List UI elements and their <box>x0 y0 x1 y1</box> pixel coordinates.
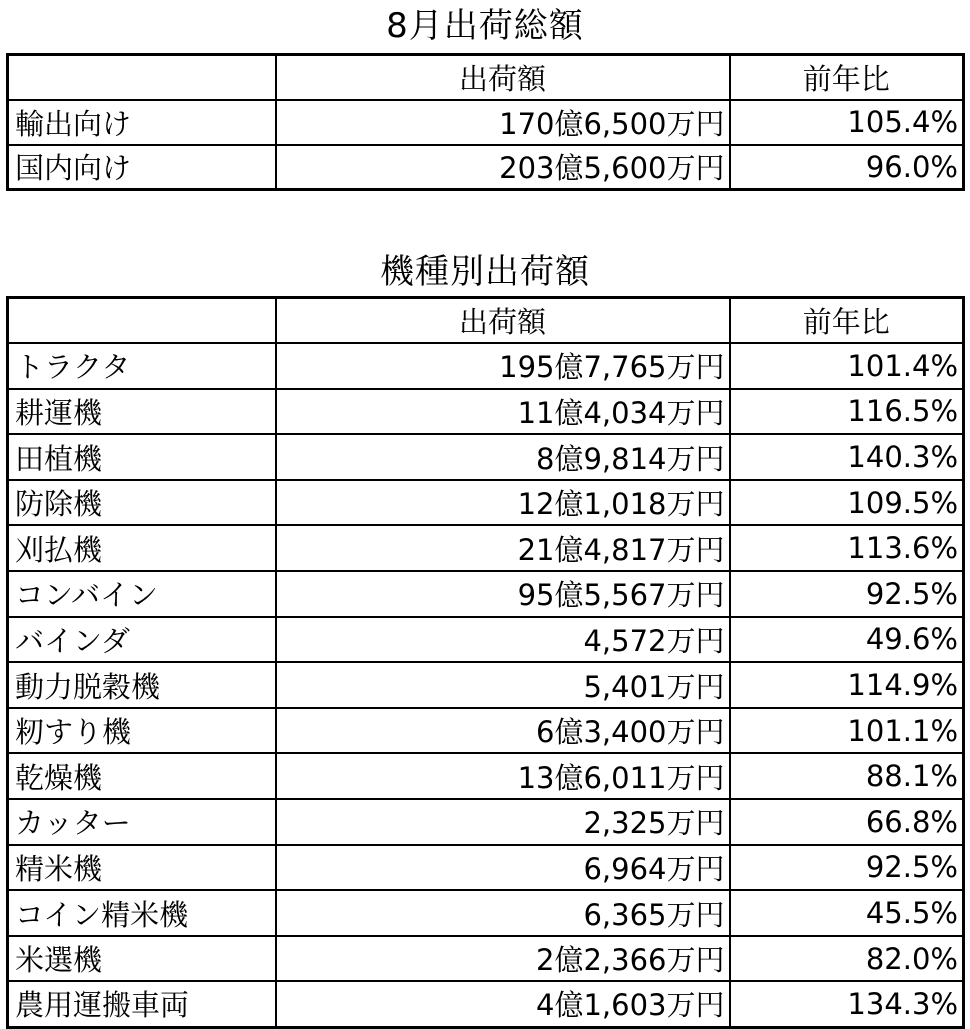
row-amount: 13億6,011万円 <box>276 753 730 799</box>
by-type-title: 機種別出荷額 <box>380 252 590 292</box>
header-blank <box>8 298 276 344</box>
table-row <box>8 981 964 1027</box>
by-type-table <box>6 296 965 1029</box>
table-row <box>8 434 964 480</box>
row-name: 防除機 <box>8 480 276 526</box>
row-name: 国内向け <box>8 145 276 190</box>
table-row <box>8 936 964 982</box>
table-row <box>8 480 964 526</box>
table-row <box>8 100 964 145</box>
header-amount: 出荷額 <box>276 55 730 100</box>
row-ratio: 114.9% <box>730 662 964 708</box>
table-row <box>8 145 964 190</box>
row-amount: 6,365万円 <box>276 890 730 936</box>
row-name: 米選機 <box>8 936 276 982</box>
row-ratio: 109.5% <box>730 480 964 526</box>
row-ratio: 92.5% <box>730 571 964 617</box>
row-name: 農用運搬車両 <box>8 981 276 1027</box>
row-amount: 6億3,400万円 <box>276 708 730 754</box>
table-row <box>8 890 964 936</box>
summary-table <box>6 53 965 191</box>
row-name: 耕運機 <box>8 389 276 435</box>
row-ratio: 88.1% <box>730 753 964 799</box>
summary-title: 8月出荷総額 <box>386 6 584 46</box>
row-ratio: 96.0% <box>730 145 964 190</box>
header-amount: 出荷額 <box>276 298 730 344</box>
row-name: バインダ <box>8 617 276 663</box>
row-ratio: 134.3% <box>730 981 964 1027</box>
table-row <box>8 708 964 754</box>
row-name: 精米機 <box>8 845 276 891</box>
row-amount: 6,964万円 <box>276 845 730 891</box>
table-row <box>8 525 964 571</box>
row-amount: 21億4,817万円 <box>276 525 730 571</box>
row-ratio: 92.5% <box>730 845 964 891</box>
row-name: コンバイン <box>8 571 276 617</box>
row-name: 輸出向け <box>8 100 276 145</box>
row-ratio: 66.8% <box>730 799 964 845</box>
header-row <box>8 55 964 100</box>
table-row <box>8 389 964 435</box>
row-name: 動力脱穀機 <box>8 662 276 708</box>
row-ratio: 140.3% <box>730 434 964 480</box>
header-blank <box>8 55 276 100</box>
row-name: トラクタ <box>8 343 276 389</box>
table-row <box>8 571 964 617</box>
row-ratio: 45.5% <box>730 890 964 936</box>
row-amount: 203億5,600万円 <box>276 145 730 190</box>
row-amount: 195億7,765万円 <box>276 343 730 389</box>
header-ratio: 前年比 <box>730 55 964 100</box>
row-ratio: 116.5% <box>730 389 964 435</box>
row-amount: 95億5,567万円 <box>276 571 730 617</box>
row-ratio: 49.6% <box>730 617 964 663</box>
row-amount: 170億6,500万円 <box>276 100 730 145</box>
row-amount: 2,325万円 <box>276 799 730 845</box>
table-row <box>8 799 964 845</box>
row-ratio: 113.6% <box>730 525 964 571</box>
row-amount: 4,572万円 <box>276 617 730 663</box>
table-row <box>8 845 964 891</box>
table-row <box>8 343 964 389</box>
row-ratio: 82.0% <box>730 936 964 982</box>
row-ratio: 101.4% <box>730 343 964 389</box>
row-name: 刈払機 <box>8 525 276 571</box>
row-amount: 5,401万円 <box>276 662 730 708</box>
table-row <box>8 753 964 799</box>
row-name: 籾すり機 <box>8 708 276 754</box>
row-amount: 4億1,603万円 <box>276 981 730 1027</box>
row-name: カッター <box>8 799 276 845</box>
table-row <box>8 617 964 663</box>
row-amount: 8億9,814万円 <box>276 434 730 480</box>
table-row <box>8 662 964 708</box>
row-name: 田植機 <box>8 434 276 480</box>
header-ratio: 前年比 <box>730 298 964 344</box>
row-amount: 12億1,018万円 <box>276 480 730 526</box>
row-ratio: 105.4% <box>730 100 964 145</box>
row-name: 乾燥機 <box>8 753 276 799</box>
header-row <box>8 298 964 344</box>
row-amount: 11億4,034万円 <box>276 389 730 435</box>
row-amount: 2億2,366万円 <box>276 936 730 982</box>
row-ratio: 101.1% <box>730 708 964 754</box>
row-name: コイン精米機 <box>8 890 276 936</box>
